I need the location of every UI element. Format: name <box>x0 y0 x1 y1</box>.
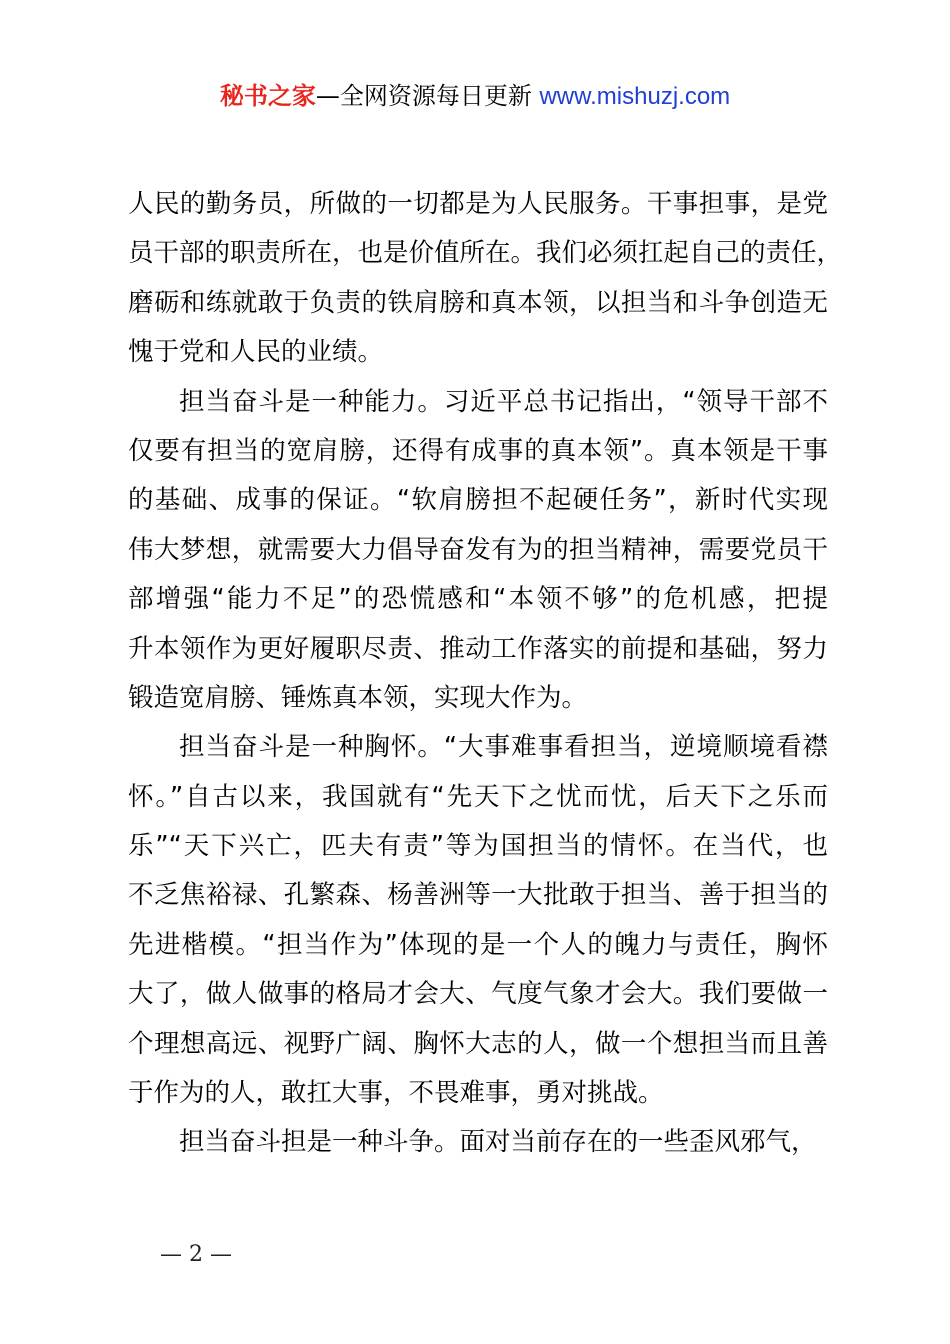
paragraph-start-line: 担当奋斗是一种能力。习近平总书记指出，“领导干部不 <box>179 386 828 417</box>
text-line: 仅要有担当的宽肩膀，还得有成事的真本领”。真本领是干事 <box>128 435 828 466</box>
text-line: 不乏焦裕禄、孔繁森、杨善洲等一大批敢于担当、善于担当的 <box>128 880 828 911</box>
text-line: 的基础、成事的保证。“软肩膀担不起硬任务”，新时代实现 <box>128 485 828 516</box>
text-line: 锻造宽肩膀、锤炼真本领，实现大作为。 <box>128 682 588 713</box>
text-line: 大了，做人做事的格局才会大、气度气象才会大。我们要做一 <box>128 979 828 1010</box>
text-line: 升本领作为更好履职尽责、推动工作落实的前提和基础，努力 <box>128 633 828 664</box>
document-body <box>128 180 843 1168</box>
text-line: 怀。”自古以来，我国就有“先天下之忧而忧，后天下之乐而 <box>128 781 828 812</box>
brand-name: 秘书之家 <box>219 82 316 110</box>
text-line: 于作为的人，敢扛大事，不畏难事，勇对挑战。 <box>128 1078 664 1109</box>
header-tagline: —全网资源每日更新 <box>315 82 540 110</box>
page-number: — 2 — <box>160 1242 232 1267</box>
text-line: 员干部的职责所在，也是价值所在。我们必须扛起自己的责任， <box>128 238 843 269</box>
text-line: 部增强“能力不足”的恐慌感和“本领不够”的危机感，把提 <box>128 584 828 615</box>
site-header <box>0 80 950 113</box>
text-line: 伟大梦想，就需要大力倡导奋发有为的担当精神，需要党员干 <box>128 534 828 565</box>
text-line: 愧于党和人民的业绩。 <box>128 337 384 368</box>
text-line: 乐”“天下兴亡，匹夫有责”等为国担当的情怀。在当代，也 <box>128 831 828 862</box>
paragraph-start-line: 担当奋斗担是一种斗争。面对当前存在的一些歪风邪气， <box>179 1127 817 1158</box>
text-line: 磨砺和练就敢于负责的铁肩膀和真本领，以担当和斗争创造无 <box>128 287 828 318</box>
text-line: 个理想高远、视野广阔、胸怀大志的人，做一个想担当而且善 <box>128 1028 828 1059</box>
text-line: 人民的勤务员，所做的一切都是为人民服务。干事担事，是党 <box>128 189 828 219</box>
site-url-link[interactable]: www.mishuzj.com <box>539 83 731 110</box>
paragraph-start-line: 担当奋斗是一种胸怀。“大事难事看担当，逆境顺境看襟 <box>179 732 828 763</box>
text-line: 先进楷模。“担当作为”体现的是一个人的魄力与责任，胸怀 <box>128 929 828 960</box>
